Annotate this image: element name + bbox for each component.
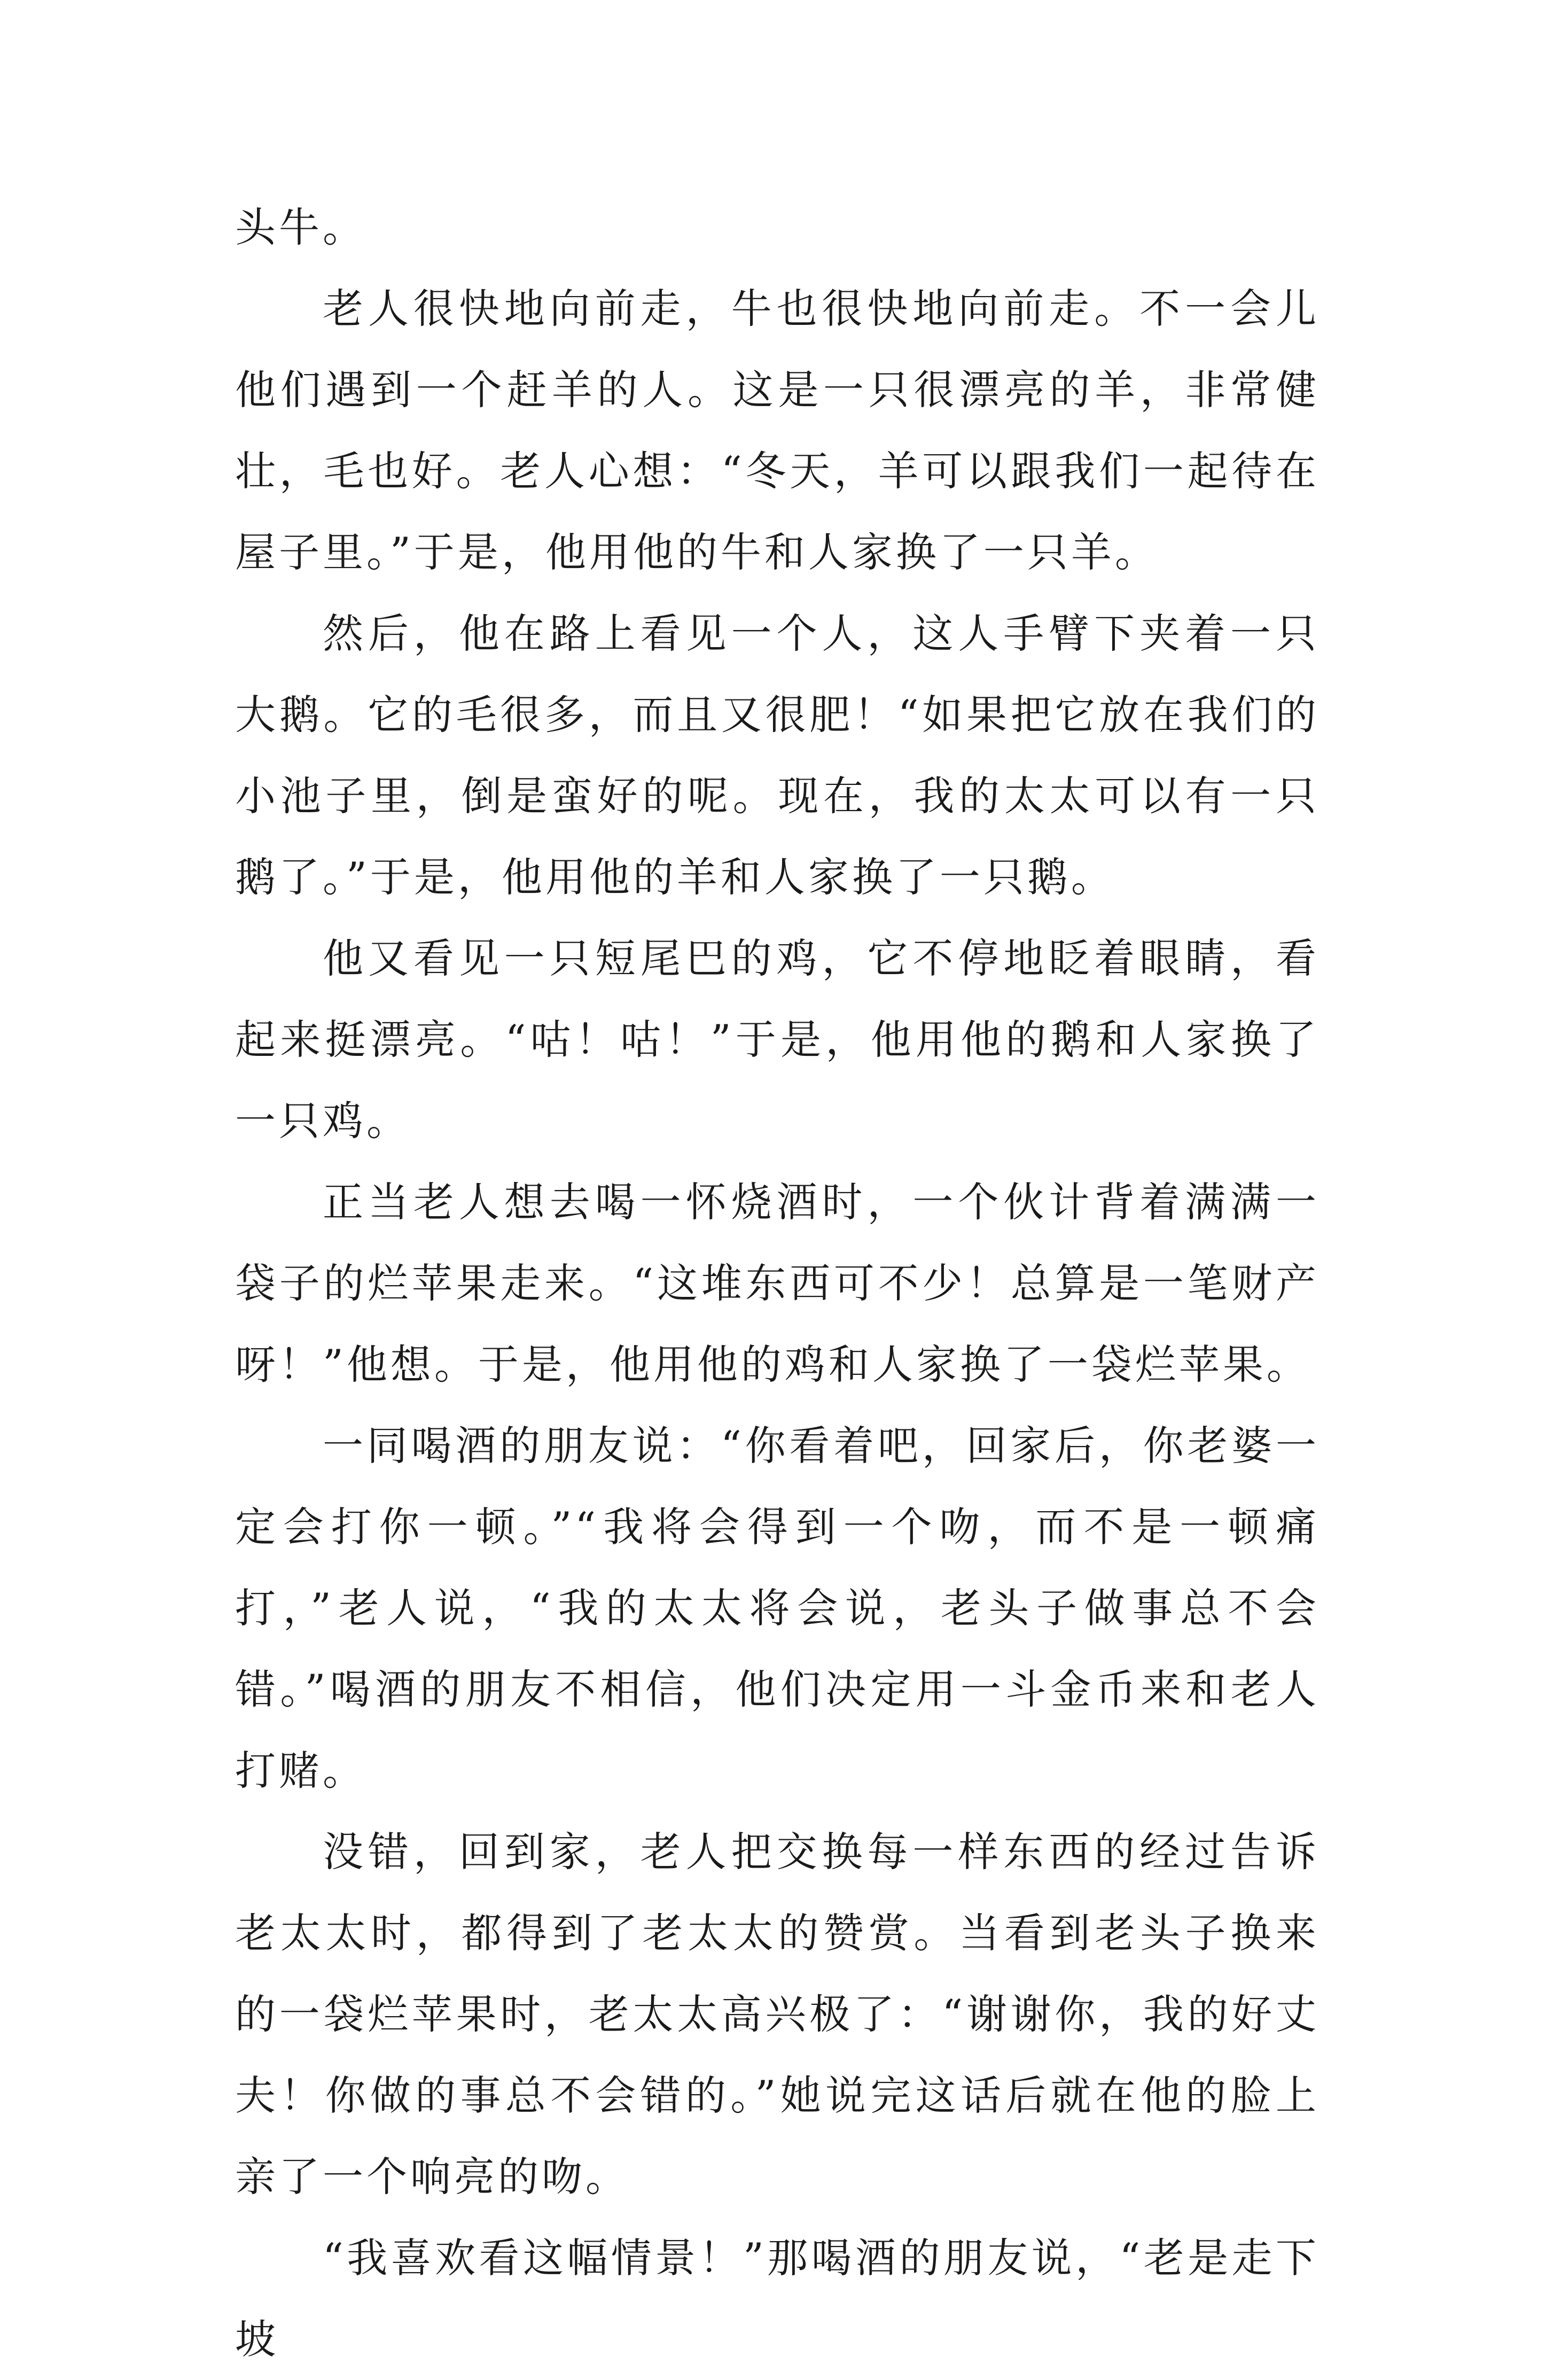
- paragraph-1: 头牛。: [235, 204, 366, 251]
- paragraph-8: “我喜欢看这幅情景！”那喝酒的朋友说，“老是走下坡: [235, 2234, 1319, 2363]
- paragraph-6: 一同喝酒的朋友说：“你看着吧，回家后，你老婆一定会打你一顿。”“我将会得到一个吻，而不是一顿痛打，”老人说，“我的太太将会说，老头子做事总不会错。”喝酒的朋友不相信，他们决定用一斗金币来和老人打赌。: [235, 1422, 1319, 1794]
- paragraph-4: 他又看见一只短尾巴的鸡，它不停地眨着眼睛，看起来挺漂亮。“咕！咕！”于是，他用他的鹅和人家换了一只鸡。: [235, 935, 1319, 1145]
- paragraph-3: 然后，他在路上看见一个人，这人手臂下夹着一只大鹅。它的毛很多，而且又很肥！“如果把它放在我们的小池子里，倒是蛮好的呢。现在，我的太太可以有一只鹅了。”于是，他用他的羊和人家换了一只鹅。: [235, 610, 1319, 901]
- paragraph-5: 正当老人想去喝一怀烧酒时，一个伙计背着满满一袋子的烂苹果走来。“这堆东西可不少！总算是一笔财产呀！”他想。于是，他用他的鸡和人家换了一袋烂苹果。: [235, 1178, 1319, 1388]
- paragraph-2: 老人很快地向前走，牛也很快地向前走。不一会儿他们遇到一个赶羊的人。这是一只很漂亮的羊，非常健壮，毛也好。老人心想：“冬天，羊可以跟我们一起待在屋子里。”于是，他用他的牛和人家换了一只羊。: [235, 285, 1319, 576]
- paragraph-7: 没错，回到家，老人把交换每一样东西的经过告诉老太太时，都得到了老太太的赞赏。当看到老头子换来的一袋烂苹果时，老太太高兴极了：“谢谢你，我的好丈夫！你做的事总不会错的。”她说完这话后就在他的脸上亲了一个响亮的吻。: [235, 1828, 1319, 2200]
- body-text: [235, 187, 1319, 2380]
